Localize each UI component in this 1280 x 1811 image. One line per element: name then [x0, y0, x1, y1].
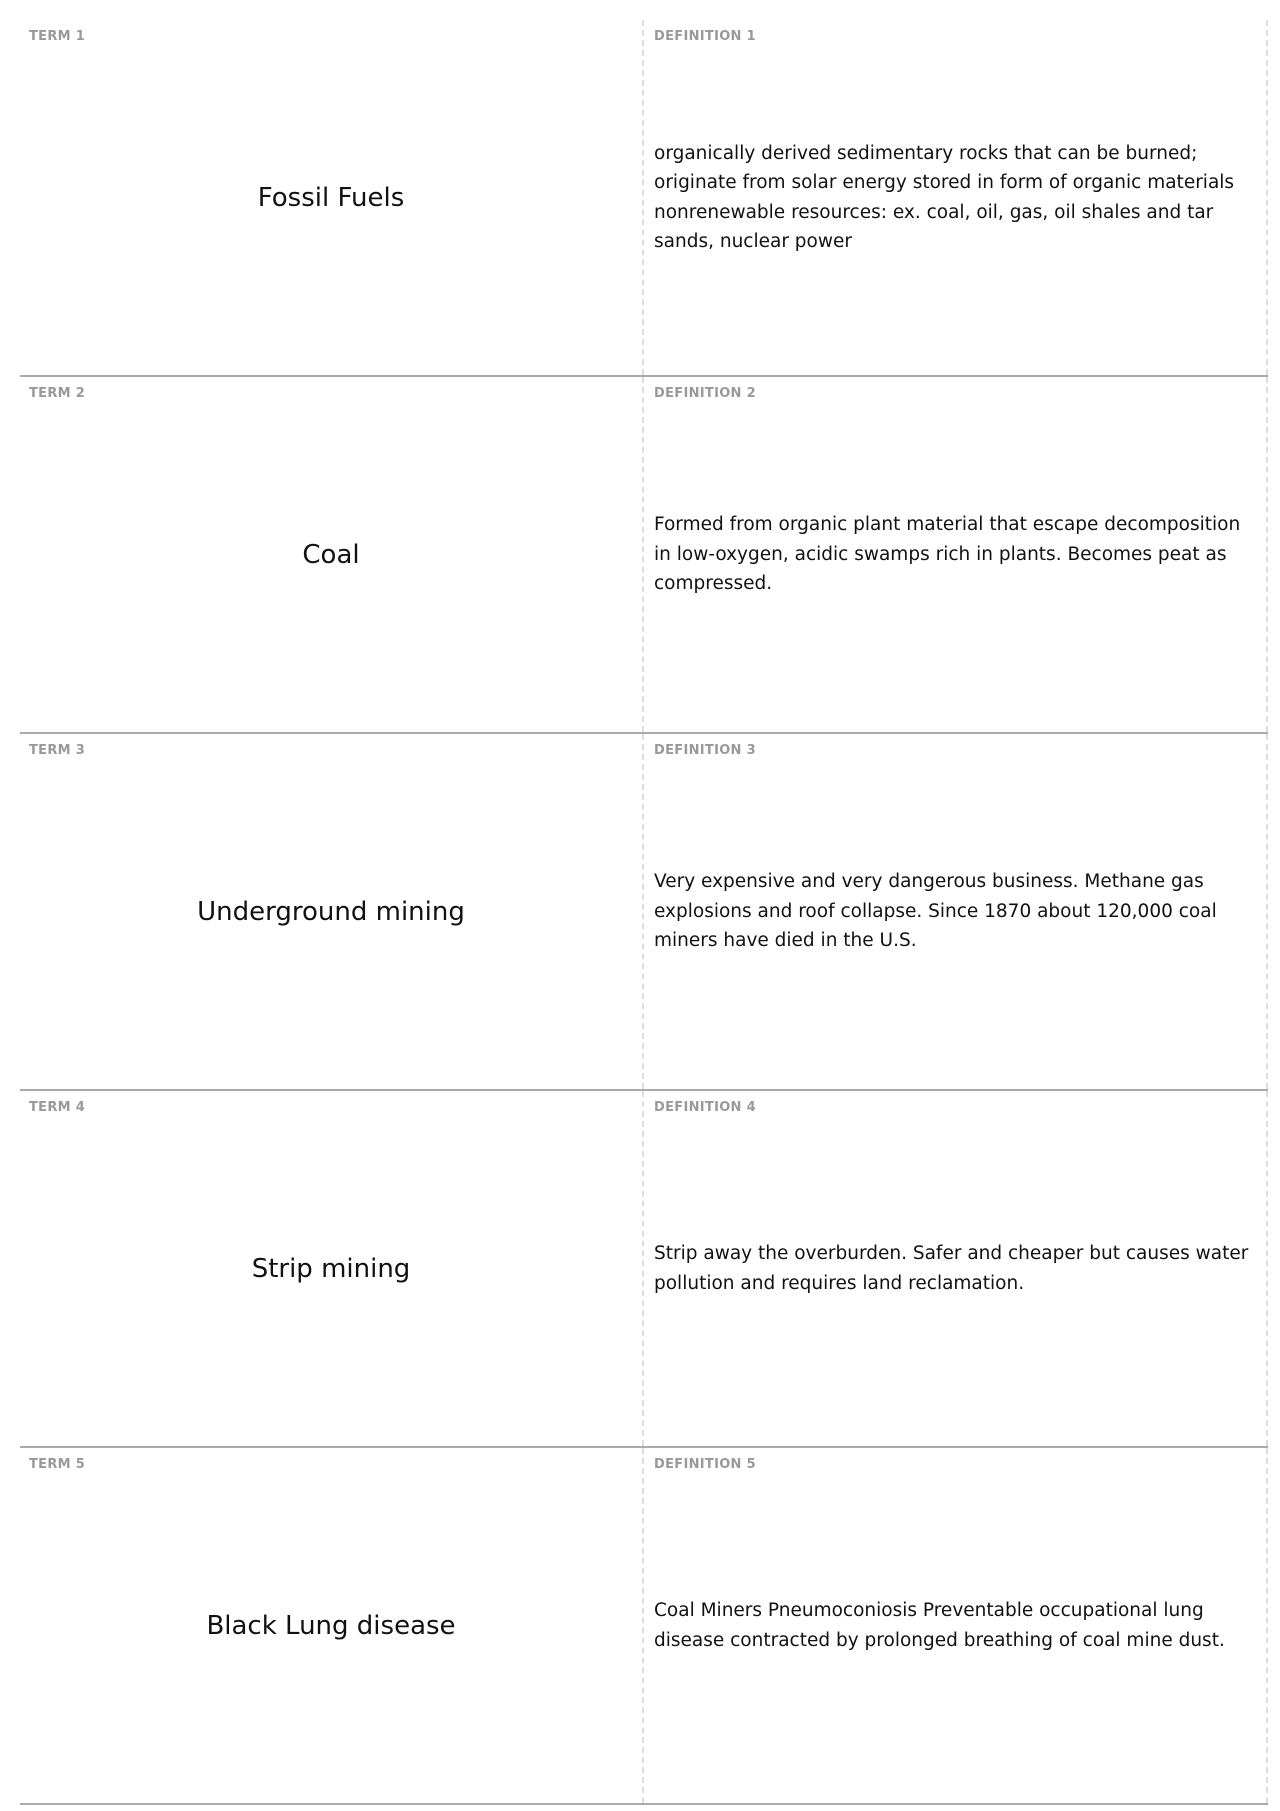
- flashcard-sheet: [20, 20, 1268, 1805]
- definition-text: Formed from organic plant material that escape decomposition in low-oxygen, acidic swamps rich in plants. Becomes peat as compressed.: [654, 514, 1241, 595]
- term-text: Strip mining: [251, 1253, 411, 1284]
- term-label: TERM 4: [29, 1100, 86, 1115]
- definition-text: Strip away the overburden. Safer and cheaper but causes water pollution and requires land reclamation.: [654, 1243, 1249, 1294]
- definition-cell: [644, 377, 1268, 732]
- definition-label: DEFINITION 2: [654, 386, 756, 401]
- flashcard-row: [20, 734, 1268, 1091]
- definition-cell: [644, 734, 1268, 1089]
- term-text: Fossil Fuels: [257, 182, 405, 213]
- definition-cell: [644, 20, 1268, 375]
- flashcard-row: [20, 377, 1268, 734]
- flashcard-row: [20, 20, 1268, 377]
- definition-label: DEFINITION 5: [654, 1457, 756, 1472]
- term-cell: [20, 377, 644, 732]
- term-cell: [20, 734, 644, 1089]
- term-cell: [20, 20, 644, 375]
- definition-text: Very expensive and very dangerous business. Methane gas explosions and roof collapse. Since 1870 about 120,000 coal miners have died in the U.S.: [654, 871, 1217, 952]
- term-text: Coal: [302, 539, 360, 570]
- term-cell: [20, 1448, 644, 1803]
- definition-cell: [644, 1448, 1268, 1803]
- definition-label: DEFINITION 3: [654, 743, 756, 758]
- term-cell: [20, 1091, 644, 1446]
- definition-text: Coal Miners Pneumoconiosis Preventable occupational lung disease contracted by prolonged breathing of coal mine dust.: [654, 1600, 1225, 1651]
- term-label: TERM 5: [29, 1457, 86, 1472]
- term-text: Underground mining: [197, 896, 465, 927]
- term-label: TERM 2: [29, 386, 86, 401]
- definition-label: DEFINITION 1: [654, 29, 756, 44]
- definition-cell: [644, 1091, 1268, 1446]
- term-text: Black Lung disease: [206, 1610, 456, 1641]
- flashcard-row: [20, 1091, 1268, 1448]
- definition-label: DEFINITION 4: [654, 1100, 756, 1115]
- term-label: TERM 1: [29, 29, 86, 44]
- flashcard-row: [20, 1448, 1268, 1805]
- definition-text: organically derived sedimentary rocks that can be burned; originate from solar energy stored in form of organic materials nonrenewable resources: ex. coal, oil, gas, oil shales and tar sands, nuclear power: [654, 142, 1235, 252]
- term-label: TERM 3: [29, 743, 86, 758]
